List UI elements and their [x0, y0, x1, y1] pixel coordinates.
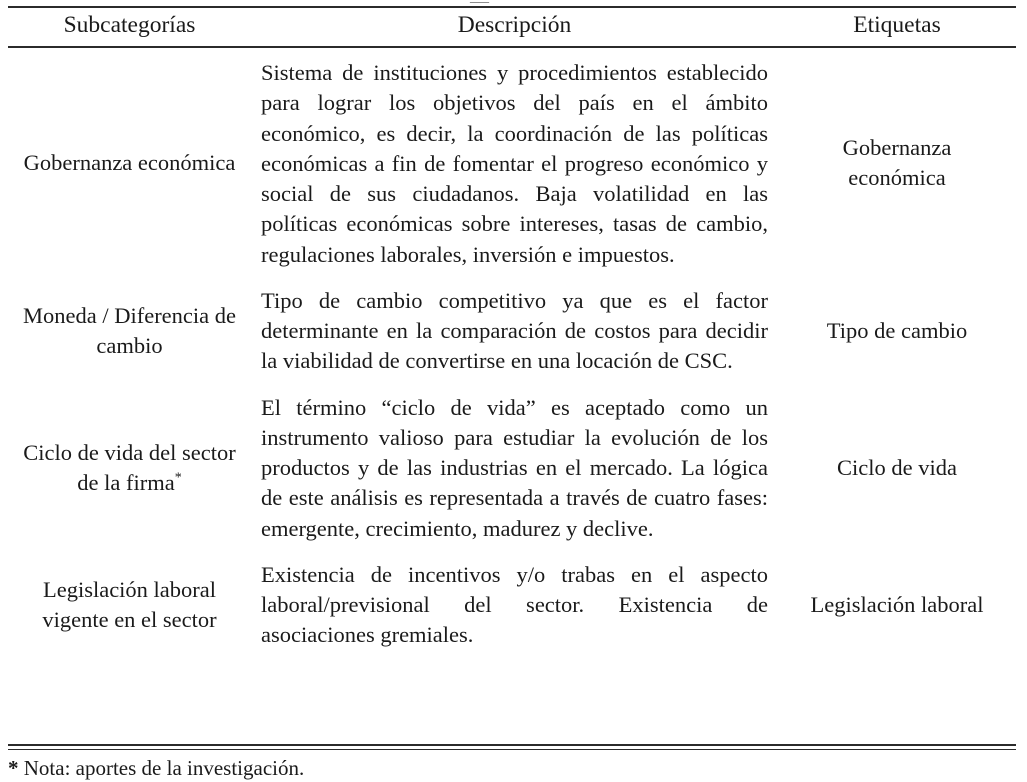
footnote-star: * [8, 756, 19, 780]
table-container [8, 6, 1016, 659]
footnote-marker: * [174, 470, 182, 486]
footnote-text: Nota: aportes de la investigación. [23, 756, 305, 780]
cell-subcategoria [8, 278, 251, 385]
cell-descripcion: Existencia de incentivos y/o trabas en el aspecto laboral/previsional del sector. Existencia de asociaciones gremiales. [261, 561, 768, 648]
cell-etiqueta: Gobernanza económica [842, 134, 952, 191]
cell-descripcion: El término “ciclo de vida” es aceptado como un instrumento valioso para estudiar la evolución de los productos y de las industrias en el mercado. La lógica de este análisis es representada a través de cuatro fases: emergente, crecimiento, madurez y declive. [261, 394, 768, 541]
cell-etiqueta: Legislación laboral [810, 592, 984, 618]
table-row [8, 278, 1016, 385]
cell-subcategoria [8, 47, 251, 278]
cell-descripcion: Tipo de cambio competitivo ya que es el factor determinante en la comparación de costos para decidir la viabilidad de convertirse en una locación de CSC. [261, 287, 768, 374]
table-bottom-rule [8, 744, 1016, 746]
cell-subcategoria [8, 385, 251, 552]
cell-subcategoria [8, 552, 251, 659]
cell-etiqueta: Tipo de cambio [826, 318, 968, 344]
table-body [8, 47, 1016, 659]
column-header-subcategorias: Subcategorías [8, 7, 251, 47]
table-bottom-rule-secondary [8, 749, 1016, 750]
table-row [8, 552, 1016, 659]
column-header-etiquetas: Etiquetas [778, 7, 1016, 47]
cell-etiqueta: Ciclo de vida [837, 455, 957, 481]
subcategoria-text: Legislación laboral vigente en el sector [42, 577, 217, 633]
subcategoria-text: Moneda / Diferencia de cambio [22, 303, 237, 359]
subcategoria-text: Gobernanza económica [23, 149, 236, 175]
table-row [8, 47, 1016, 278]
table-row [8, 385, 1016, 552]
header-row [8, 7, 1016, 47]
subcategoria-text: Ciclo de vida del sector de la firma [23, 440, 236, 496]
table-footnote [8, 755, 1016, 781]
subcategories-table [8, 6, 1016, 659]
cell-descripcion: Sistema de instituciones y procedimientos establecido para lograr los objetivos del país en el ámbito económico, es decir, la coordinación de las políticas económicas a fin de fomentar el progreso económico y social de sus ciudadanos. Baja volatilidad en las políticas económicas sobre intereses, tasas de cambio, regulaciones laborales, inversión e impuestos. [261, 60, 768, 267]
cut-off-text-remnant: — [470, 0, 489, 12]
table-header [8, 7, 1016, 47]
column-header-descripcion: Descripción [251, 7, 778, 47]
